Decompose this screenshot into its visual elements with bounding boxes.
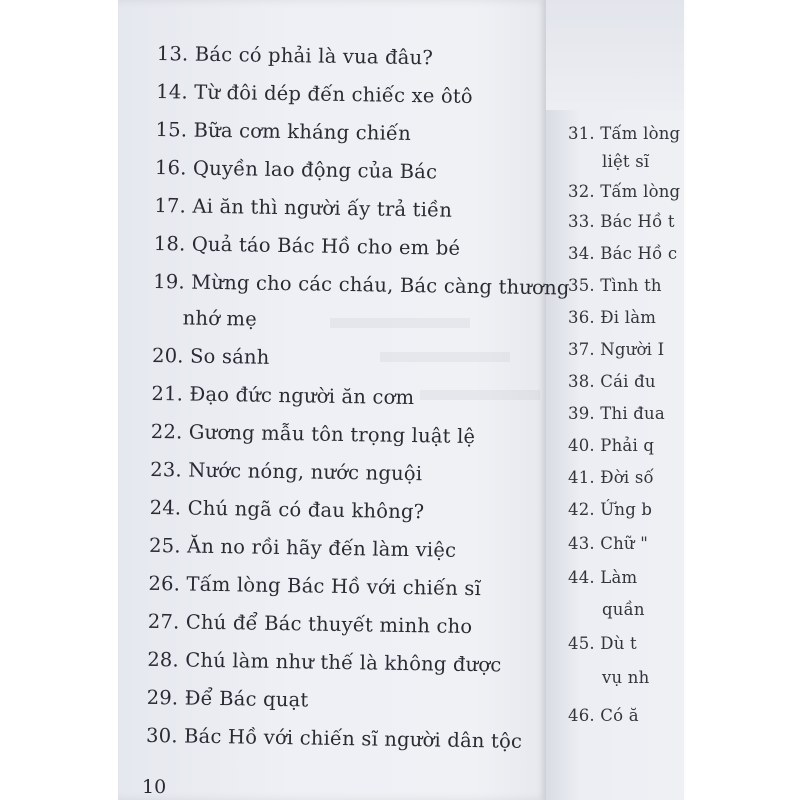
page-number: 10 (142, 776, 167, 798)
toc-entry: 34. Bác Hồ c (568, 244, 678, 263)
right-page-top (546, 0, 684, 110)
toc-entry: 41. Đời số (568, 468, 654, 487)
toc-entry: 17. Ai ăn thì người ấy trả tiền (154, 193, 453, 222)
toc-entry: 45. Dù t (568, 634, 637, 653)
toc-entry: 21. Đạo đức người ăn cơm (151, 381, 415, 410)
toc-entry: 33. Bác Hồ t (568, 212, 675, 231)
toc-entry: 44. Làm (568, 568, 638, 587)
toc-right-column (568, 124, 684, 744)
toc-entry-continuation: quần (602, 600, 645, 619)
toc-entry: 19. Mừng cho các cháu, Bác càng thương (153, 269, 570, 300)
toc-entry: 29. Để Bác quạt (146, 685, 309, 712)
toc-entry: 30. Bác Hồ với chiến sĩ người dân tộc (145, 723, 523, 753)
toc-entry: 38. Cái đu (568, 372, 656, 391)
toc-entry: 23. Nước nóng, nước nguội (150, 457, 423, 486)
toc-entry-continuation: liệt sĩ (602, 152, 650, 171)
toc-entry: 43. Chữ " (568, 534, 648, 553)
toc-entry: 39. Thi đua (568, 404, 665, 423)
toc-entry: 32. Tấm lòng (568, 182, 681, 201)
toc-entry: 22. Gương mẫu tôn trọng luật lệ (150, 419, 476, 449)
toc-entry: 40. Phải q (568, 436, 655, 455)
toc-entry: 15. Bữa cơm kháng chiến (155, 117, 412, 145)
toc-entry: 35. Tình th (568, 276, 662, 295)
toc-entry: 42. Ứng b (568, 500, 653, 519)
toc-entry: 31. Tấm lòng (568, 124, 681, 143)
show-through (330, 318, 470, 328)
toc-entry: 13. Bác có phải là vua đâu? (156, 42, 434, 70)
toc-entry: 20. So sánh (151, 343, 270, 369)
toc-entry-continuation: nhớ mẹ (182, 306, 258, 331)
toc-entry: 14. Từ đôi dép đến chiếc xe ôtô (156, 79, 474, 108)
toc-entry-continuation: vụ nh (602, 668, 650, 687)
toc-entry: 37. Người I (568, 340, 665, 359)
toc-entry: 18. Quả táo Bác Hồ cho em bé (153, 231, 461, 260)
toc-entry: 24. Chú ngã có đau không? (149, 495, 425, 524)
show-through (380, 352, 510, 362)
toc-entry: 27. Chú để Bác thuyết minh cho (147, 609, 473, 639)
toc-entry: 28. Chú làm như thế là không được (147, 647, 502, 677)
toc-entry: 25. Ăn no rồi hãy đến làm việc (148, 533, 457, 562)
toc-entry: 26. Tấm lòng Bác Hồ với chiến sĩ (148, 571, 482, 601)
toc-entry: 36. Đi làm (568, 308, 657, 327)
toc-entry: 46. Có ă (568, 706, 639, 725)
show-through (420, 390, 540, 400)
toc-entry: 16. Quyền lao động của Bác (154, 155, 438, 184)
